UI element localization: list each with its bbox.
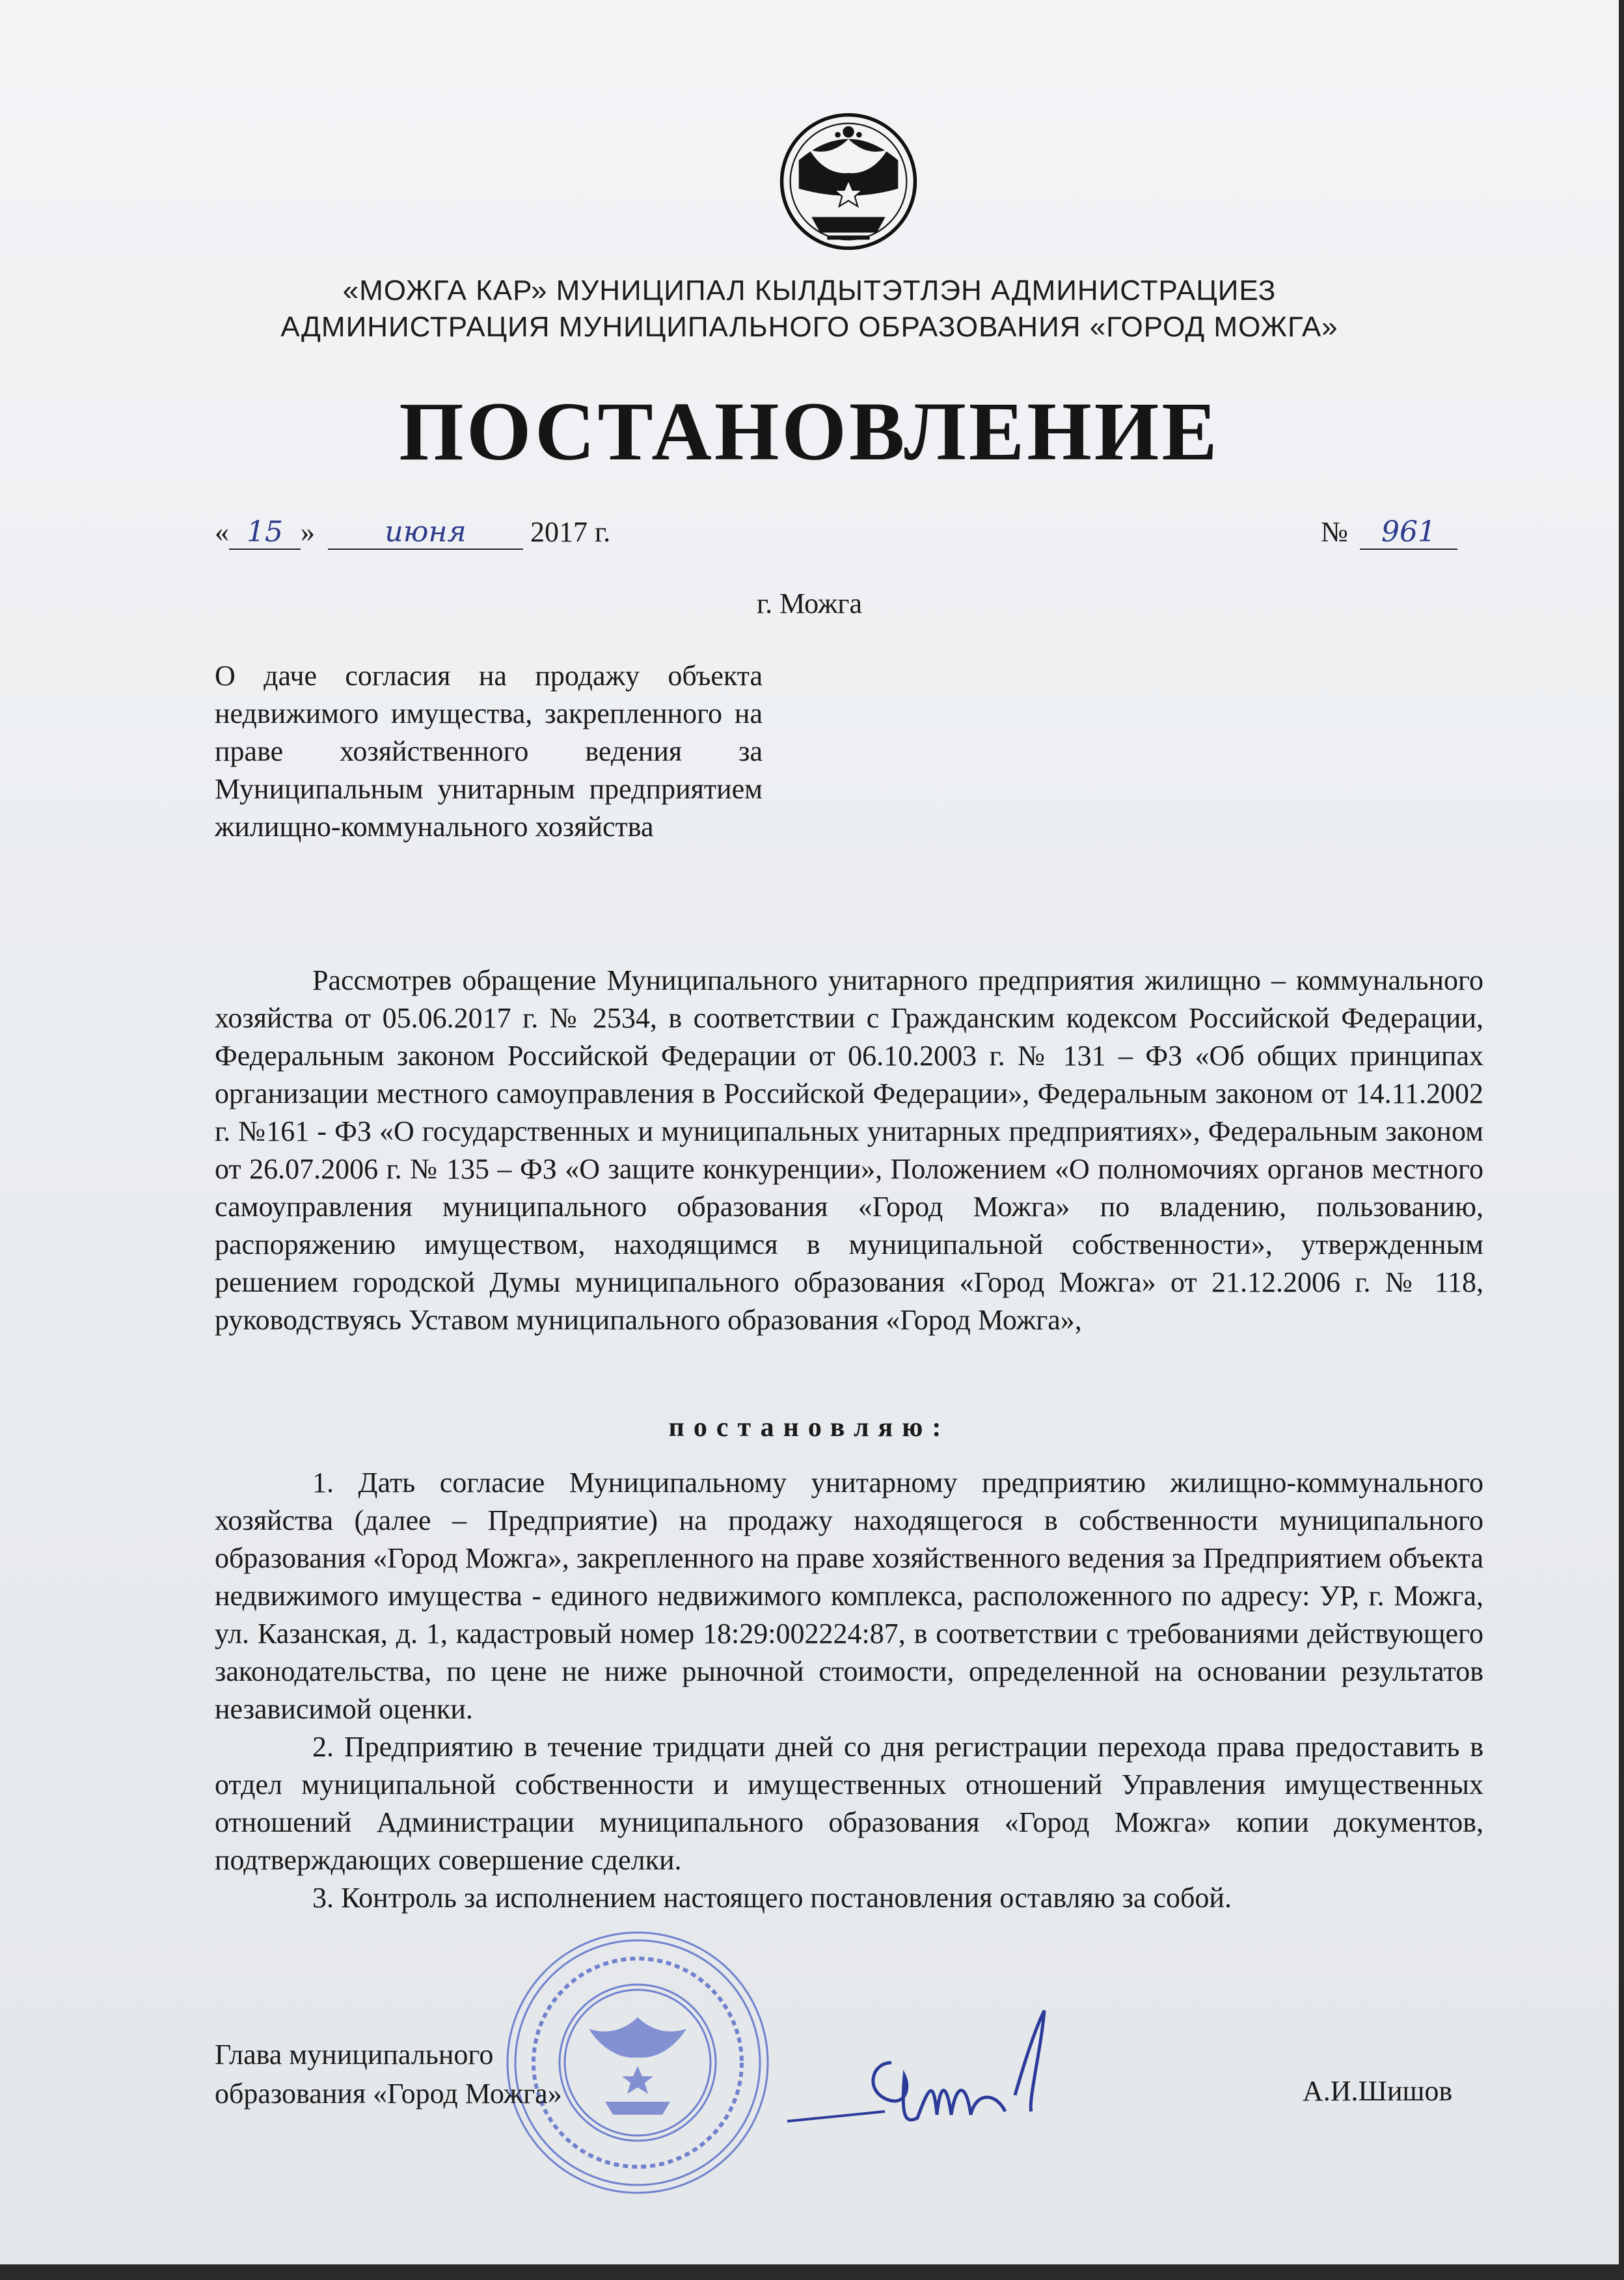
date-open-quote: « [215, 516, 229, 548]
document-date [215, 515, 610, 554]
date-close-quote: » [301, 516, 315, 548]
preamble-text: Рассмотрев обращение Муниципального унитарного предприятия жилищно – коммунального хозяйства от 05.06.2017 г. № 2534, в соответствии с Гражданским кодексом Российской Федерации, Федеральным законом Российской Федерации от 06.10.2003 г. № 131 – ФЗ «Об общих принципах организации местного самоуправления в Российской Федерации», Федеральным законом от 14.11.2002 г. №161 - ФЗ «О государственных и муниципальных унитарных предприятиях», Федеральным законом от 26.07.2006 г. № 135 – ФЗ «О защите конкуренции», Положением «О полномочиях органов местного самоуправления муниципального образования «Город Можга» по владению, пользованию, распоряжению имуществом, находящимся в муниципальной собственности», утвержденным решением городской Думы муниципального образования «Город Можга» от 21.12.2006 г. № 118, руководствуясь Уставом муниципального образования «Город Можга», [215, 964, 1483, 1336]
city-name: г. Можга [757, 588, 862, 619]
document-title: ПОСТАНОВЛЕНИЕ [399, 385, 1220, 478]
document-number [1321, 515, 1457, 550]
number-field [1360, 515, 1457, 550]
signatory-position [215, 2035, 562, 2113]
header-line-russian: АДМИНИСТРАЦИЯ МУНИЦИПАЛЬНОГО ОБРАЗОВАНИЯ «ГОРОД МОЖГА» [280, 311, 1338, 343]
decree-items [215, 1464, 1483, 1917]
preamble [215, 962, 1483, 1339]
coat-of-arms-emblem [778, 111, 919, 252]
position-line-1: Глава муниципального [215, 2039, 494, 2070]
decree-word: постановляю: [668, 1413, 951, 1443]
date-day-field [229, 515, 301, 550]
decree-item-3: 3. Контроль за исполнением настоящего постановления оставляю за собой. [312, 1882, 1232, 1914]
handwritten-signature [781, 1985, 1067, 2154]
number-label: № [1321, 516, 1348, 548]
document-subject: О даче согласия на продажу объекта недвижимого имущества, закрепленного на праве хозяйственного ведения за Муниципальным унитарным предприятием жилищно-коммунального хозяйства [215, 660, 763, 843]
decree-item-2: 2. Предприятию в течение тридцати дней со дня регистрации перехода права предоставить в отдел муниципальной собственности и имущественных отношений Управления имущественных отношений Администрации муниципального образования «Город Можга» копии документов, подтверждающих совершение сделки. [215, 1731, 1483, 1876]
date-month: июня [385, 515, 467, 549]
position-line-2: образования «Город Можга» [215, 2078, 562, 2110]
date-day: 15 [247, 515, 283, 549]
date-year: 2017 г. [530, 516, 611, 548]
decree-item-1: 1. Дать согласие Муниципальному унитарному предприятию жилищно-коммунального хозяйства (далее – Предприятие) на продажу находящегося в собственности муниципального образования «Город Можга», закрепленного на праве хозяйственного ведения за Предприятием объекта недвижимого имущества - единого недвижимого комплекса, расположенного по адресу: УР, г. Можга, ул. Казанская, д. 1, кадастровый номер 18:29:002224:87, в соответствии с требованиями действующего законодательства, по цене не ниже рыночной стоимости, определенной на основании результатов независимой оценки. [215, 1467, 1484, 1725]
signatory-name: А.И.Шишов [1303, 2075, 1453, 2107]
date-month-field [328, 515, 523, 550]
number-value: 961 [1381, 515, 1436, 549]
header-line-udmurt: «МОЖГА КАР» МУНИЦИПАЛ КЫЛДЫТЭТЛЭН АДМИНИСТРАЦИЕЗ [342, 275, 1277, 306]
